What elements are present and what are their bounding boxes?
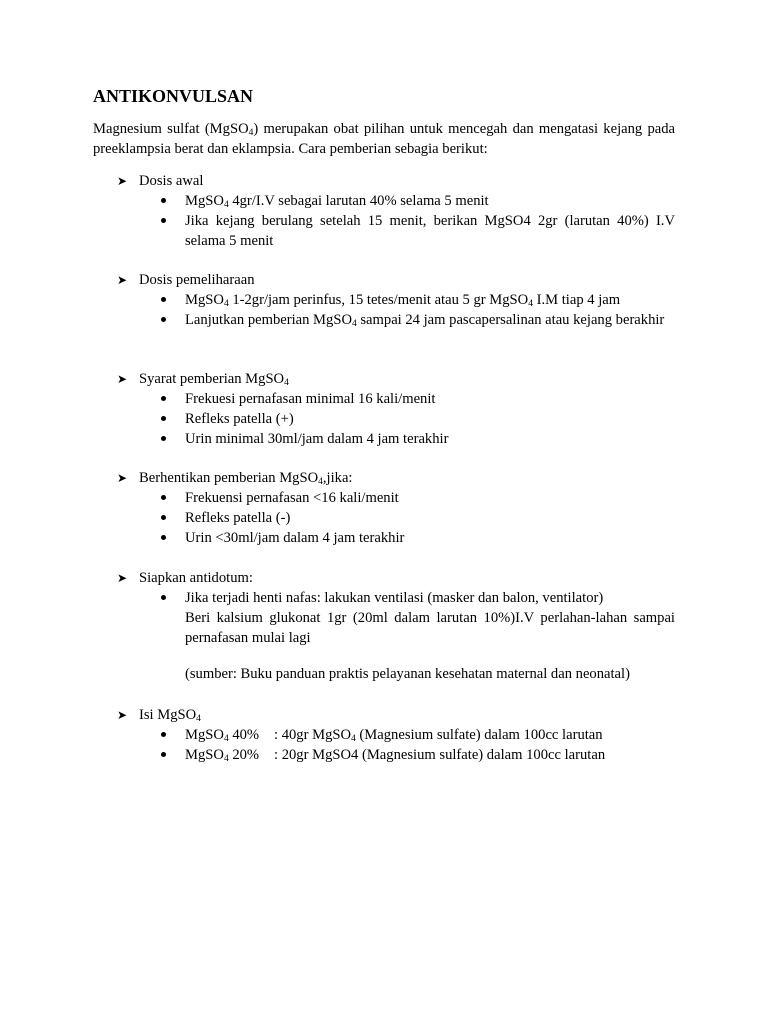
section-dosis-pemeliharaan [117,270,675,330]
bullet-icon [161,297,166,302]
section-heading: ➤ Dosis pemeliharaan [117,272,255,288]
section-siapkan-antidotum [117,568,675,684]
list-item: MgSO$_4$ 40% : 40gr MgSO$_4$ (Magnesium sulfate) dalam 100cc larutan [117,725,675,745]
section-heading: ➤ Syarat pemberian MgSO$_4$ [117,371,289,388]
list-item: Jika kejang berulang setelah 15 menit, berikan MgSO4 2gr (larutan 40%) I.V selama 5 menit [117,211,675,251]
antidote-paragraph: Beri kalsium glukonat 1gr (20ml dalam larutan 10%)I.V perlahan-lahan sampai pernafasan mulai lagi [185,610,675,646]
bullet-icon [161,198,166,203]
list-item: MgSO$_4$ 20% : 20gr MgSO4 (Magnesium sulfate) dalam 100cc larutan [117,745,675,765]
list-item: Refleks patella (-) [117,508,675,528]
arrow-bullet-icon: ➤ [117,471,128,485]
section-heading: ➤ Siapkan antidotum: [117,570,253,586]
list-item: Frekuensi pernafasan <16 kali/menit [117,488,675,508]
bullet-icon [161,515,166,520]
bullet-icon [161,732,166,737]
list-item: Urin minimal 30ml/jam dalam 4 jam terakhir [117,429,675,449]
source-note: (sumber: Buku panduan praktis pelayanan kesehatan maternal dan neonatal) [185,666,630,682]
bullet-icon [161,436,166,441]
list-item: MgSO$_4$ 1-2gr/jam perinfus, 15 tetes/menit atau 5 gr MgSO$_4$ I.M tiap 4 jam [117,290,675,310]
arrow-bullet-icon: ➤ [117,174,128,188]
bullet-icon [161,535,166,540]
bullet-icon [161,495,166,500]
list-item: Jika terjadi henti nafas: lakukan ventilasi (masker dan balon, ventilator) [117,588,675,608]
section-heading: ➤ Berhentikan pemberian MgSO$_4$,jika: [117,470,353,487]
page-title: ANTIKONVULSAN [93,86,254,106]
arrow-bullet-icon: ➤ [117,372,128,386]
list-item: Frekuesi pernafasan minimal 16 kali/menit [117,389,675,409]
bullet-icon [161,595,166,600]
section-heading: ➤ Isi MgSO$_4$ [117,707,201,724]
section-isi-mgso4 [117,705,675,765]
list-item: MgSO$_4$ 4gr/I.V sebagai larutan 40% selama 5 menit [117,191,675,211]
section-heading: ➤ Dosis awal [117,173,204,189]
intro-paragraph: Magnesium sulfat (MgSO$_4$) merupakan obat pilihan untuk mencegah dan mengatasi kejang pada preeklampsia berat dan eklampsia. Cara pemberian sebagia berikut: [93,121,675,157]
section-syarat-pemberian [117,369,675,449]
bullet-icon [161,416,166,421]
section-berhentikan-pemberian [117,468,675,548]
arrow-bullet-icon: ➤ [117,273,128,287]
bullet-icon [161,396,166,401]
bullet-icon [161,218,166,223]
list-item: Lanjutkan pemberian MgSO$_4$ sampai 24 jam pascapersalinan atau kejang berakhir [117,310,675,330]
bullet-icon [161,317,166,322]
section-dosis-awal [117,171,675,251]
bullet-icon [161,752,166,757]
list-item: Refleks patella (+) [117,409,675,429]
list-item: Urin <30ml/jam dalam 4 jam terakhir [117,528,675,548]
arrow-bullet-icon: ➤ [117,708,128,722]
arrow-bullet-icon: ➤ [117,571,128,585]
